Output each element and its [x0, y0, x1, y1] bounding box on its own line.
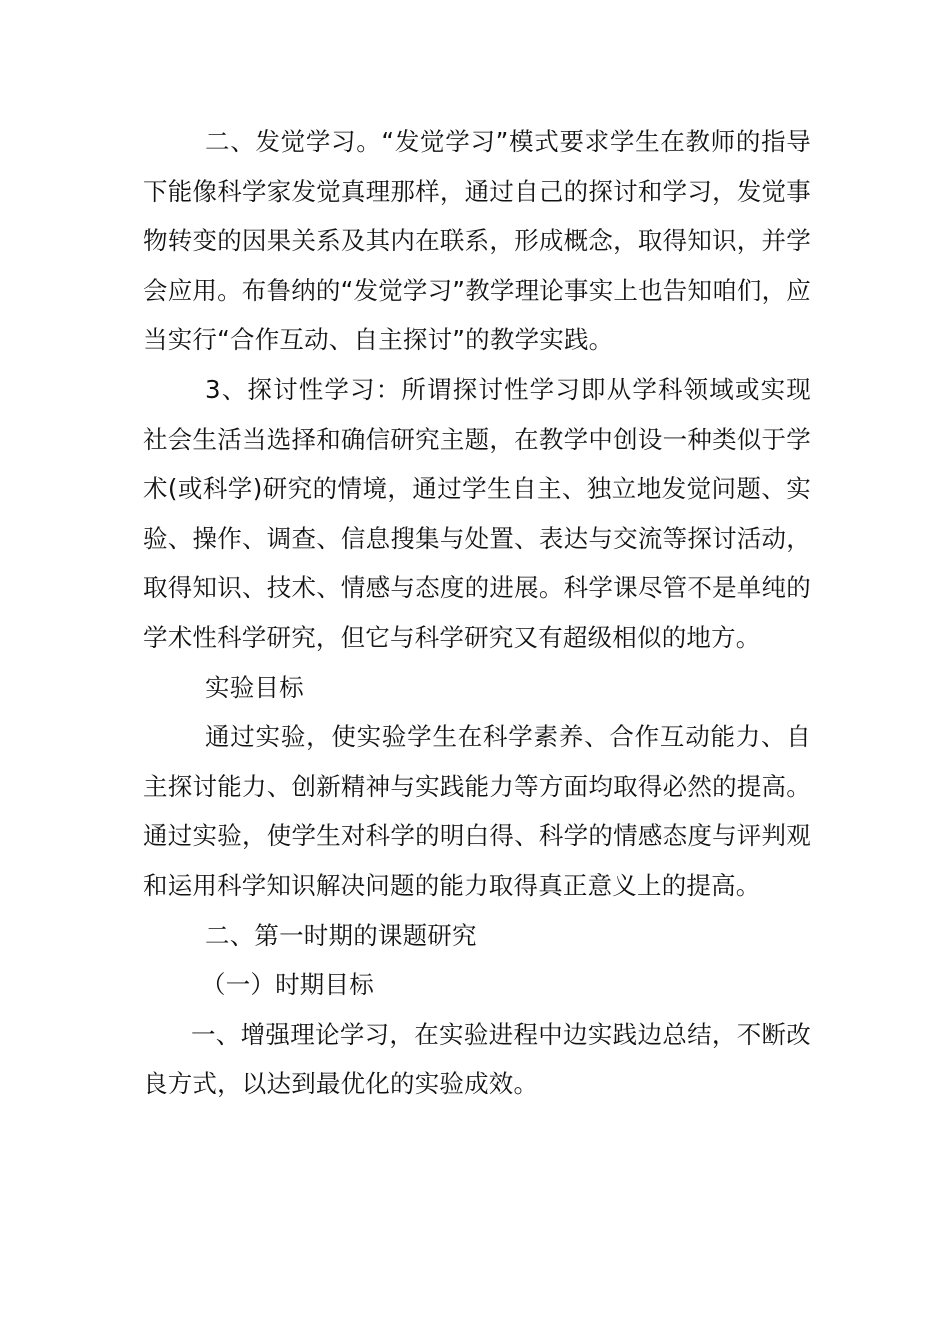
document-body: [143, 117, 811, 1109]
heading-experiment-goals: 实验目标: [205, 672, 304, 702]
paragraph-inquiry-learning: 3、探讨性学习：所谓探讨性学习即从学科领域或实现社会生活当选择和确信研究主题，在教学中创设一种类似于学术(或科学)研究的情境，通过学生自主、独立地发觉问题、实验、操作、调查、信息搜集与处置、表达与交流等探讨活动，取得知识、技术、情感与态度的进展。科学课尽管不是单纯的学术性科学研究，但它与科学研究又有超级相似的地方。: [143, 374, 811, 652]
heading-first-stage-research: 二、第一时期的课题研究: [205, 920, 477, 950]
paragraph-discovery-learning: 二、发觉学习。“发觉学习”模式要求学生在教师的指导下能像科学家发觉真理那样，通过自己的探讨和学习，发觉事物转变的因果关系及其内在联系，形成概念，取得知识，并学会应用。布鲁纳的“发觉学习”教学理论事实上也告知咱们，应当实行“合作互动、自主探讨”的教学实践。: [143, 127, 811, 355]
heading-stage-goals: （一）时期目标: [201, 970, 374, 1000]
paragraph-experiment-goals: 通过实验，使实验学生在科学素养、合作互动能力、自主探讨能力、创新精神与实践能力等方面均取得必然的提高。通过实验，使学生对科学的明白得、科学的情感态度与评判观和运用科学知识解决问题的能力取得真正意义上的提高。: [143, 722, 811, 900]
paragraph-strengthen-theory: 一、增强理论学习，在实验进程中边实践边总结，不断改良方式，以达到最优化的实验成效。: [143, 1019, 811, 1099]
